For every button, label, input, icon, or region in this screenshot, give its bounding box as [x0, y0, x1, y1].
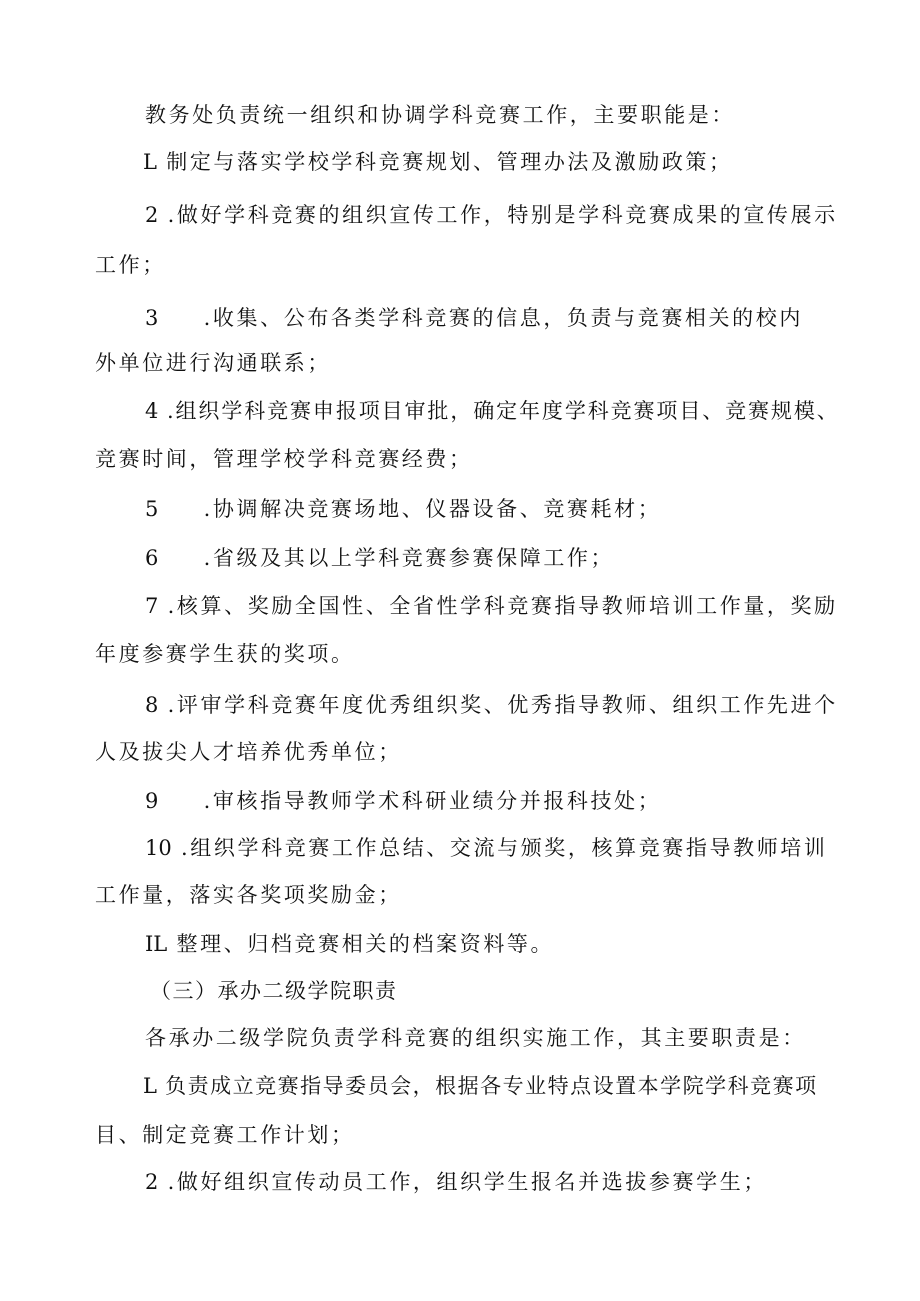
item-text: .做好组织宣传动员工作，组织学生报名并选拔参赛学生；: [167, 1170, 767, 1194]
list-item-continuation: [95, 444, 473, 474]
item-text-cont: 工作；: [95, 253, 166, 277]
list-item: [145, 591, 838, 621]
item-text: 负责成立竞赛指导委员会，根据各专业特点设置本学院学科竞赛项: [165, 1074, 818, 1098]
intro-paragraph: [145, 100, 735, 130]
item-text: .核算、奖励全国性、全省性学科竞赛指导教师培训工作量，奖励: [167, 594, 838, 618]
item-text-cont: 竞赛时间，管理学校学科竞赛经费；: [95, 447, 473, 471]
list-item-continuation: [95, 348, 331, 378]
list-item: [143, 147, 733, 177]
list-item-continuation: [95, 639, 355, 669]
item-number: 7: [145, 594, 159, 618]
item-number: IL: [145, 932, 168, 956]
item-text-cont: 年度参赛学生获的奖项。: [95, 642, 355, 666]
item-number: 3: [145, 306, 159, 330]
item-number: 6: [145, 546, 159, 570]
item-text-cont: 工作量，落实各奖项奖励金；: [95, 883, 402, 907]
list-item: [145, 303, 803, 333]
list-item: [145, 929, 554, 959]
list-item: [143, 1071, 818, 1101]
item-text-cont: 人及拔尖人才培养优秀单位；: [95, 740, 402, 764]
item-text: .审核指导教师学术科研业绩分并报科技处；: [203, 789, 662, 813]
item-number: L: [143, 1074, 157, 1098]
item-number: 8: [145, 693, 159, 717]
list-item: [145, 690, 838, 720]
list-item: [145, 833, 828, 863]
item-text: 整理、归档竞赛相关的档案资料等。: [176, 932, 555, 956]
item-text-cont: 目、制定竞赛工作计划；: [95, 1123, 355, 1147]
list-item: [145, 396, 840, 426]
section-heading: [150, 976, 398, 1006]
item-text: .收集、公布各类学科竞赛的信息，负责与竞赛相关的校内: [203, 306, 803, 330]
item-number: 10: [145, 836, 172, 860]
item-number: 5: [145, 497, 159, 521]
list-item-continuation: [95, 250, 166, 280]
section-heading-text: （三）承办二级学院职责: [150, 979, 398, 1003]
item-number: 9: [145, 789, 159, 813]
item-text: .省级及其以上学科竞赛参赛保障工作；: [203, 546, 615, 570]
item-number: L: [143, 150, 157, 174]
item-number: 4: [145, 399, 159, 423]
item-text: 制定与落实学校学科竞赛规划、管理办法及激励政策；: [166, 150, 733, 174]
intro-text: 教务处负责统一组织和协调学科竞赛工作，主要职能是：: [145, 103, 735, 127]
item-text-cont: 外单位进行沟通联系；: [95, 351, 331, 375]
list-item: [145, 1167, 767, 1197]
item-text: .组织学科竞赛申报项目审批，确定年度学科竞赛项目、竞赛规模、: [166, 399, 840, 423]
item-text: .组织学科竞赛工作总结、交流与颁奖，核算竞赛指导教师培训: [181, 836, 828, 860]
item-text: .评审学科竞赛年度优秀组织奖、优秀指导教师、组织工作先进个: [167, 693, 838, 717]
list-item: [145, 200, 838, 230]
item-text: .协调解决竞赛场地、仪器设备、竞赛耗材；: [203, 497, 662, 521]
item-number: 2: [145, 1170, 159, 1194]
list-item-continuation: [95, 737, 402, 767]
list-item: [145, 543, 614, 573]
list-item-continuation: [95, 1120, 355, 1150]
list-item: [145, 786, 661, 816]
item-text: .做好学科竞赛的组织宣传工作，特别是学科竞赛成果的宣传展示: [167, 203, 838, 227]
section-intro: [145, 1023, 806, 1053]
list-item: [145, 494, 661, 524]
section-intro-text: 各承办二级学院负责学科竞赛的组织实施工作，其主要职责是：: [145, 1026, 806, 1050]
list-item-continuation: [95, 880, 402, 910]
item-number: 2: [145, 203, 159, 227]
